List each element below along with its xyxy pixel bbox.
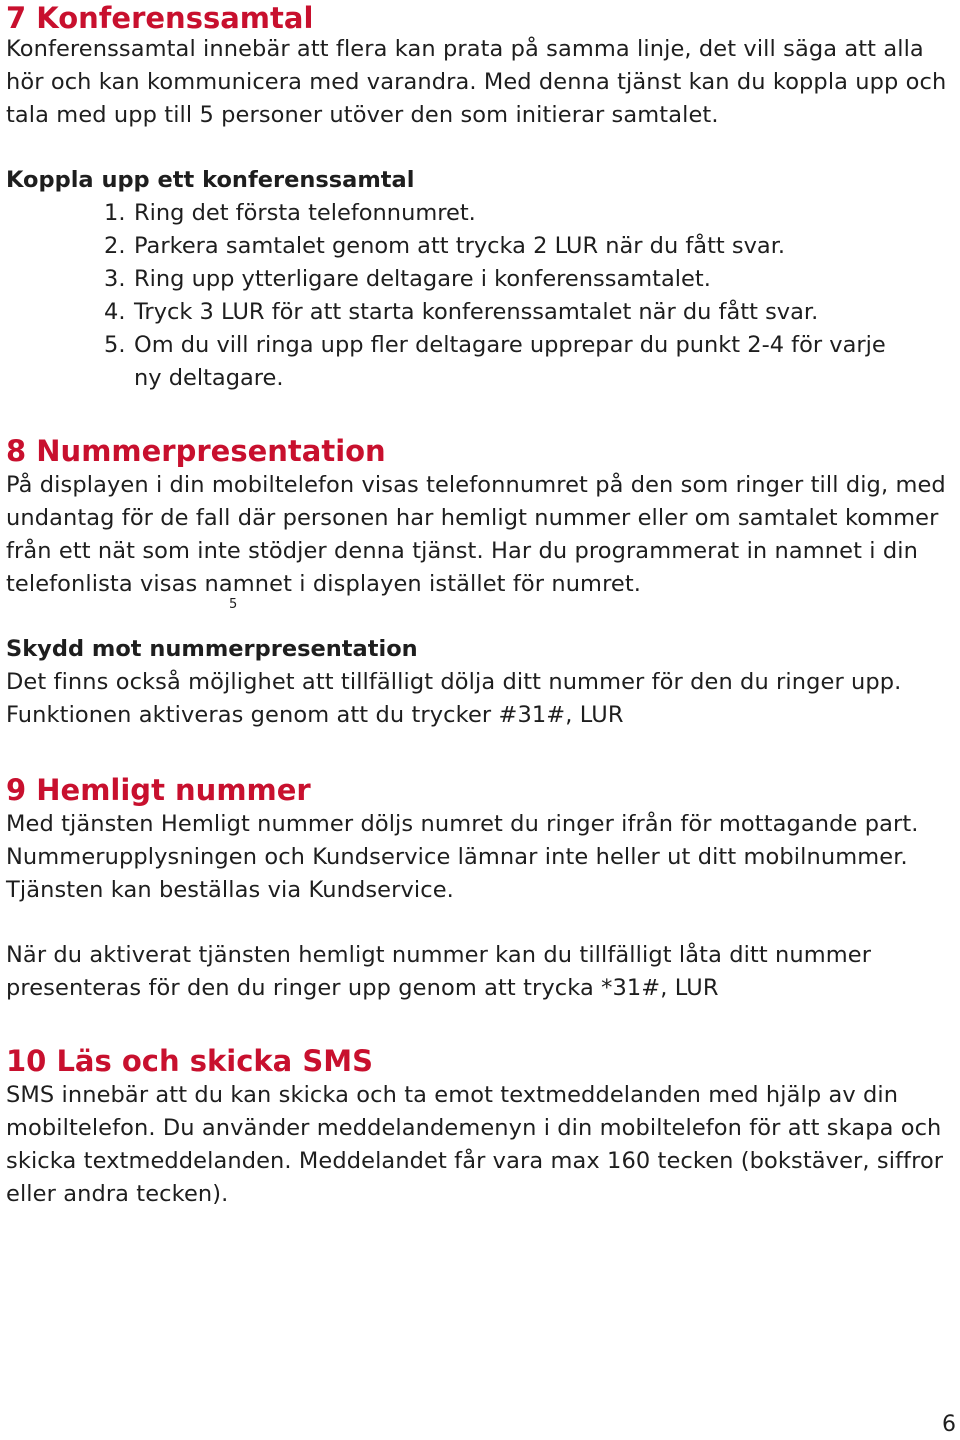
step-text: Ring det första telefonnumret. (134, 200, 476, 226)
section-intro: SMS innebär att du kan skicka och ta emot textmeddelanden med hjälp av din mobiltelefon. Du använder meddelandemenyn i din mobiltelefon för att skapa och skicka textmeddelanden. Meddelandet får vara max 160 tecken (bokstäver, siffror eller andra tecken). (6, 1082, 944, 1207)
section-intro: På displayen i din mobiltelefon visas telefonnumret på den som ringer till dig, med undantag för de fall där personen har hemligt nummer eller om samtalet kommer från ett nät som inte stödjer denna tjänst. Har du programmerat in namnet i din telefonlista visas namnet i displayen istället för numret. (6, 472, 946, 597)
step-text: Ring upp ytterligare deltagare i konferenssamtalet. (134, 266, 711, 292)
step-number: 4. (104, 299, 126, 325)
section-extra: När du aktiverat tjänsten hemligt nummer kan du tillfälligt låta ditt nummer presenteras för den du ringer upp genom att trycka *31#, LUR (6, 942, 872, 1001)
stray-mark: 5 (229, 597, 238, 612)
section-intro: Konferenssamtal innebär att flera kan prata på samma linje, det vill säga att alla hör och kan kommunicera med varandra. Med denna tjänst kan du koppla upp och tala med upp till 5 personer utöver den som initierar samtalet. (6, 36, 947, 128)
document-page (6, 0, 956, 1211)
section-hemligt-nummer (6, 772, 956, 1005)
subheading: Skydd mot nummerpresentation (6, 636, 418, 662)
section-title: 8 Nummerpresentation (6, 434, 386, 468)
page-number: 6 (942, 1412, 956, 1437)
step-number: 5. (104, 332, 126, 358)
list-item (104, 329, 956, 395)
step-text: Parkera samtalet genom att trycka 2 LUR när du fått svar. (134, 233, 786, 259)
step-text: Tryck 3 LUR för att starta konferenssamtalet när du fått svar. (134, 299, 819, 325)
step-number: 1. (104, 200, 126, 226)
section-subtext: Det finns också möjlighet att tillfälligt dölja ditt nummer för den du ringer upp. Funktionen aktiveras genom att du trycker #31#, LUR (6, 669, 902, 728)
list-item (104, 197, 956, 230)
list-item (104, 296, 956, 329)
section-title: 9 Hemligt nummer (6, 773, 311, 807)
list-item (104, 230, 956, 263)
section-sms (6, 1043, 956, 1211)
step-number: 3. (104, 266, 126, 292)
section-intro: Med tjänsten Hemligt nummer döljs numret du ringer ifrån för mottagande part. Nummerupplysningen och Kundservice lämnar inte heller ut ditt mobilnummer. Tjänsten kan beställas via Kundservice. (6, 811, 919, 903)
list-item (104, 263, 956, 296)
subheading: Koppla upp ett konferenssamtal (6, 167, 415, 193)
section-nummerpresentation (6, 433, 956, 732)
section-konferenssamtal (6, 0, 956, 395)
section-title: 7 Konferenssamtal (6, 1, 314, 35)
step-text: Om du vill ringa upp fler deltagare upprepar du punkt 2-4 för varje ny deltagare. (134, 332, 886, 391)
steps-list (6, 197, 956, 395)
section-title: 10 Läs och skicka SMS (6, 1044, 373, 1078)
step-number: 2. (104, 233, 126, 259)
